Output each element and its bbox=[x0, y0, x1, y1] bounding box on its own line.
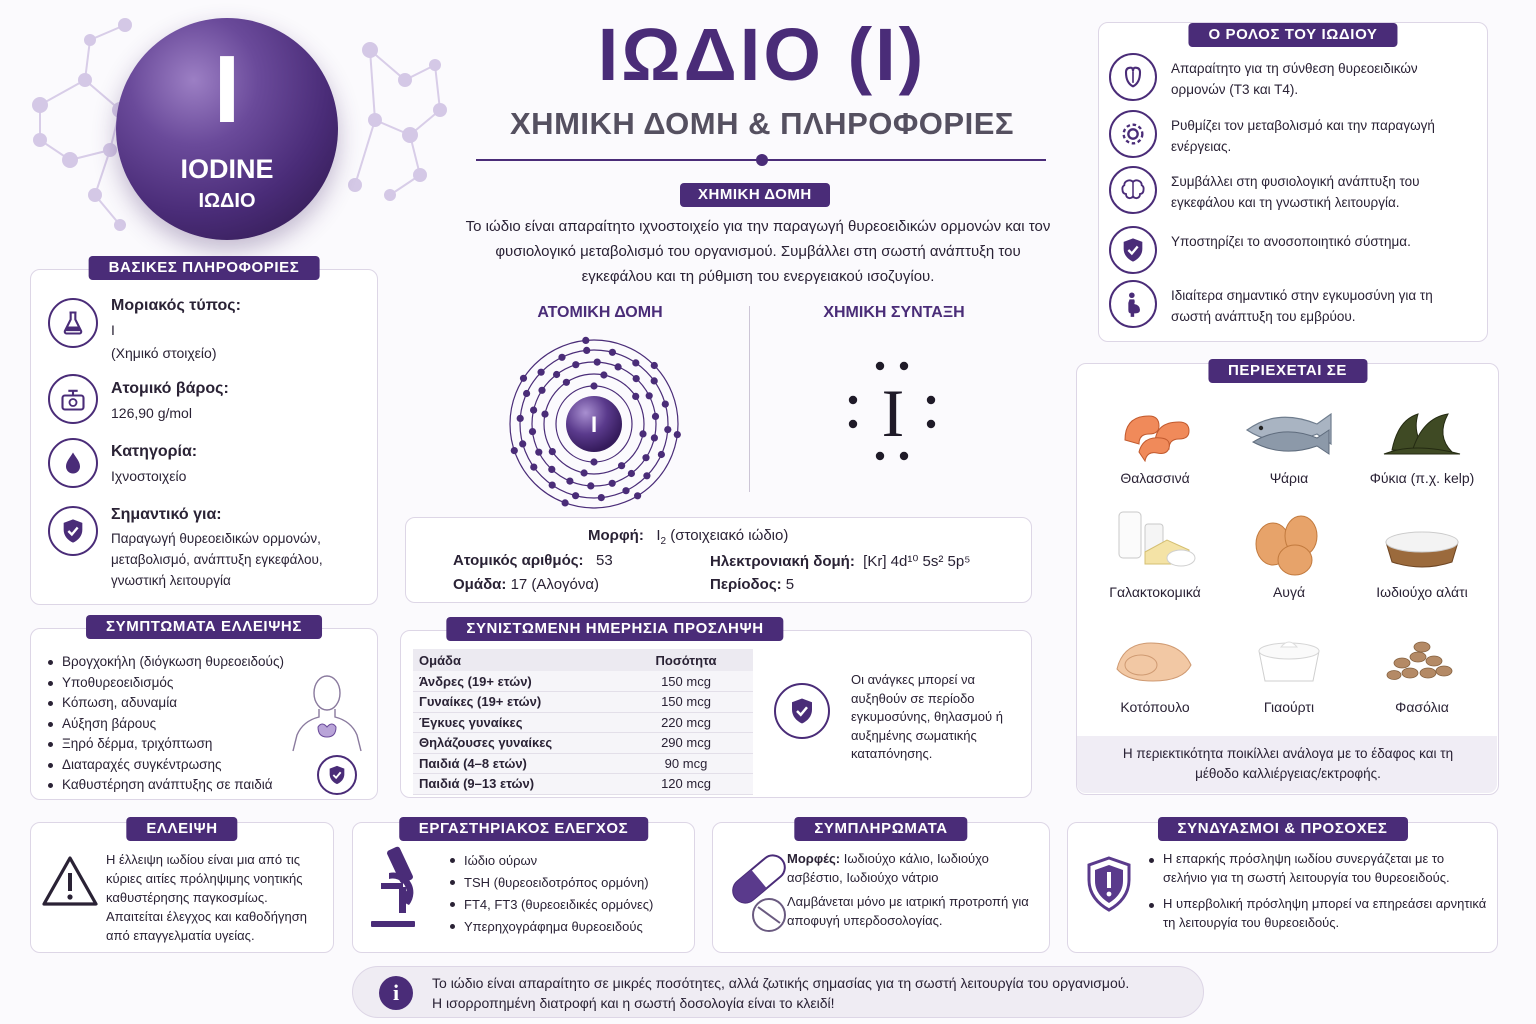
electron bbox=[590, 382, 597, 389]
shield-check-icon bbox=[774, 683, 830, 739]
role-item-text: Ιδιαίτερα σημαντικό στην εγκυμοσύνη για τη σωστή ανάπτυξη του εμβρύου. bbox=[1171, 288, 1433, 324]
electron bbox=[541, 411, 548, 418]
electron bbox=[519, 440, 526, 447]
chicken-icon bbox=[1090, 619, 1220, 691]
food-name: Γιαούρτι bbox=[1263, 699, 1315, 715]
food-item bbox=[1090, 390, 1220, 486]
table-cell: Παιδιά (4–8 ετών) bbox=[413, 753, 619, 774]
drop-icon bbox=[48, 438, 98, 488]
food-name: Κοτόπουλο bbox=[1120, 699, 1190, 715]
microscope-icon bbox=[363, 843, 423, 935]
pregnant-icon bbox=[1109, 280, 1157, 328]
title-divider-dot bbox=[756, 154, 768, 166]
role-panel bbox=[1098, 22, 1488, 342]
electron bbox=[538, 387, 545, 394]
list-item: Ξηρό δέρμα, τριχόπτωση bbox=[47, 734, 337, 755]
period-value: 5 bbox=[785, 576, 795, 593]
flask-icon bbox=[48, 298, 98, 348]
electron bbox=[651, 362, 658, 369]
list-item: Υπερηχογράφημα θυρεοειδούς bbox=[449, 916, 653, 938]
supplements-forms-label: Μορφές: bbox=[787, 851, 841, 866]
salt-icon bbox=[1357, 504, 1487, 576]
role-title: Ο ΡΟΛΟΣ ΤΟΥ ΙΩΔΙΟΥ bbox=[1188, 23, 1397, 47]
table-cell: Γυναίκες (19+ ετών) bbox=[413, 692, 619, 713]
info-value-formula-note: (Χημικό στοιχείο) bbox=[111, 345, 217, 361]
table-row bbox=[413, 671, 753, 692]
role-item-text: Συμβάλλει στη φυσιολογική ανάπτυξη του εγκεφάλου και τη γνωστική λειτουργία. bbox=[1171, 174, 1420, 210]
atom-nucleus-symbol: I bbox=[590, 412, 598, 437]
table-cell: 120 mcg bbox=[619, 774, 753, 795]
list-item: Βρογχοκήλη (διόγκωση θυρεοειδούς) bbox=[47, 652, 337, 673]
deficiency-panel bbox=[30, 822, 334, 953]
basic-info-panel bbox=[30, 259, 378, 605]
info-icon: i bbox=[379, 976, 413, 1010]
table-row bbox=[413, 774, 753, 795]
food-item bbox=[1224, 504, 1354, 600]
seaweed-icon bbox=[1357, 390, 1487, 462]
electron bbox=[581, 469, 588, 476]
supplements-forms bbox=[787, 850, 1045, 887]
supplements-panel bbox=[712, 822, 1050, 953]
electron bbox=[598, 494, 605, 501]
electron bbox=[566, 478, 573, 485]
food-item bbox=[1357, 390, 1487, 486]
thyroid-icon bbox=[1109, 53, 1157, 101]
brain-icon bbox=[1109, 166, 1157, 214]
atomic-number-value: 53 bbox=[596, 552, 613, 569]
electron bbox=[587, 482, 594, 489]
formula-heading: ΧΗΜΙΚΗ ΣΥΝΤΑΞΗ bbox=[823, 304, 965, 321]
table-row bbox=[413, 692, 753, 713]
electron bbox=[632, 359, 639, 366]
shield-alert-icon bbox=[1084, 855, 1134, 915]
electron bbox=[535, 449, 542, 456]
info-label-formula: Μοριακός τύπος: bbox=[111, 297, 241, 314]
shield-icon bbox=[317, 755, 357, 795]
food-item bbox=[1357, 619, 1487, 715]
combos-panel bbox=[1067, 822, 1498, 953]
shield-check-icon bbox=[1109, 226, 1157, 274]
electron bbox=[523, 390, 530, 397]
electron bbox=[549, 482, 556, 489]
chemical-structure-intro: Το ιώδιο είναι απαραίτητο ιχνοστοιχείο για την παραγωγή θυρεοειδικών ορμονών και τον φυσιολογικό μεταβολισμό του οργανισμού. Συμβάλλει στη σωστή ανάπτυξη του εγκεφάλου και τη ρύθμιση του ενεργειακού ισοζυγίου. bbox=[465, 218, 1051, 285]
intake-title: ΣΥΝΙΣΤΩΜΕΝΗ ΗΜΕΡΗΣΙΑ ΠΡΟΣΛΗΨΗ bbox=[446, 617, 783, 641]
table-cell: 150 mcg bbox=[619, 671, 753, 692]
page-title: ΙΩΔΙΟ (Ι) bbox=[597, 13, 927, 96]
electron bbox=[553, 371, 560, 378]
scale-icon bbox=[48, 374, 98, 424]
lewis-structure bbox=[838, 352, 948, 472]
structure-divider bbox=[749, 306, 750, 492]
properties-box bbox=[405, 517, 1032, 603]
list-item: Διαταραχές συγκέντρωσης bbox=[47, 755, 337, 776]
table-cell: Θηλάζουσες γυναίκες bbox=[413, 733, 619, 754]
info-value-formula: I bbox=[111, 322, 115, 338]
electron bbox=[622, 487, 629, 494]
electron bbox=[520, 375, 527, 382]
info-label-category: Κατηγορία: bbox=[111, 443, 198, 460]
food-name: Ιωδιούχο αλάτι bbox=[1376, 584, 1468, 600]
electron bbox=[563, 379, 570, 386]
sphere-symbol: I bbox=[213, 36, 241, 143]
beans-icon bbox=[1357, 619, 1487, 691]
electron bbox=[572, 361, 579, 368]
combos-title: ΣΥΝΔΥΑΣΜΟΙ & ΠΡΟΣΟΧΕΣ bbox=[1157, 817, 1407, 841]
electron bbox=[639, 430, 646, 437]
list-item: Υποθυρεοειδισμός bbox=[47, 673, 337, 694]
food-name: Ψάρια bbox=[1269, 470, 1309, 486]
electron bbox=[590, 458, 597, 465]
table-cell: Έγκυες γυναίκες bbox=[413, 712, 619, 733]
foods-note: Η περιεκτικότητα ποικίλλει ανάλογα με το έδαφος και τη μέθοδο καλλιέργειας/εκτροφής. bbox=[1122, 746, 1454, 781]
electron bbox=[664, 426, 671, 433]
list-item: Αύξηση βάρους bbox=[47, 714, 337, 735]
supplements-note: Λαμβάνεται μόνο με ιατρική προτροπή για αποφυγή υπερδοσολογίας. bbox=[787, 894, 1029, 928]
food-name: Φύκια (π.χ. kelp) bbox=[1369, 470, 1475, 486]
electron bbox=[582, 337, 589, 344]
intake-panel bbox=[400, 620, 1032, 798]
page-subtitle: ΧΗΜΙΚΗ ΔΟΜΗ & ΠΛΗΡΟΦΟΡΙΕΣ bbox=[510, 106, 1014, 141]
food-item bbox=[1357, 504, 1487, 600]
food-name: Γαλακτοκομικά bbox=[1109, 584, 1201, 600]
yogurt-icon bbox=[1224, 619, 1354, 691]
human-thyroid-icon bbox=[285, 671, 365, 753]
electron bbox=[583, 347, 590, 354]
table-row bbox=[413, 733, 753, 754]
electron bbox=[643, 472, 650, 479]
food-item bbox=[1090, 504, 1220, 600]
electron bbox=[549, 448, 556, 455]
table-cell: 220 mcg bbox=[619, 712, 753, 733]
role-item-text: Ρυθμίζει τον μεταβολισμό και την παραγωγή ενέργειας. bbox=[1171, 118, 1435, 154]
period-label: Περίοδος: bbox=[710, 576, 782, 593]
list-item: FT4, FT3 (θυρεοειδικές ορμόνες) bbox=[449, 894, 653, 916]
food-item bbox=[1090, 619, 1220, 715]
intake-note: Οι ανάγκες μπορεί να αυξηθούν σε περίοδο εγκυμοσύνης, θηλασμού ή αυξημένης σωματικής καταπόνησης. bbox=[851, 672, 1003, 761]
role-item-text: Υποστηρίζει το ανοσοποιητικό σύστημα. bbox=[1171, 234, 1411, 249]
list-item: Κόπωση, αδυναμία bbox=[47, 693, 337, 714]
food-name: Φασόλια bbox=[1395, 699, 1449, 715]
supplements-title: ΣΥΜΠΛΗΡΩΜΑΤΑ bbox=[794, 817, 967, 841]
electron bbox=[609, 480, 616, 487]
electron bbox=[652, 413, 659, 420]
role-item-text: Απαραίτητο για τη σύνθεση θυρεοειδικών ορμονών (Τ3 και Τ4). bbox=[1171, 61, 1418, 97]
gear-icon bbox=[1109, 110, 1157, 158]
table-cell: 150 mcg bbox=[619, 692, 753, 713]
list-item: Καθυστέρηση ανάπτυξης σε παιδιά bbox=[47, 775, 337, 796]
electron bbox=[651, 377, 658, 384]
list-item: Ιώδιο ούρων bbox=[449, 850, 653, 872]
electron bbox=[618, 462, 625, 469]
food-name: Αυγά bbox=[1272, 584, 1306, 600]
food-item bbox=[1224, 390, 1354, 486]
config-label: Ηλεκτρονιακή δομή: bbox=[710, 553, 855, 570]
intake-table bbox=[413, 649, 753, 795]
deficiency-text: Η έλλειψη ιωδίου είναι μια από τις κύριες αιτίες πρόληψιμης νοητικής καθυστέρησης παγκοσμίως. Απαιτείται έλεγχος και καθοδήγηση από επαγγελματία υγείας. bbox=[106, 852, 307, 943]
electron bbox=[615, 363, 622, 370]
lab-list bbox=[449, 850, 653, 938]
lab-panel bbox=[352, 822, 695, 953]
lewis-symbol: I bbox=[881, 375, 905, 451]
electron bbox=[651, 434, 658, 441]
electron bbox=[548, 466, 555, 473]
sphere-name-el: ΙΩΔΙΟ bbox=[198, 190, 256, 212]
info-label-important: Σημαντικό για: bbox=[111, 506, 222, 523]
table-row bbox=[413, 753, 753, 774]
supplements-forms-value: Ιωδιούχο κάλιο, Ιωδιούχο ασβέστιο, Ιωδιούχο νάτριο bbox=[787, 851, 989, 885]
electron bbox=[529, 428, 536, 435]
list-item: Η υπερβολική πρόσληψη μπορεί να επηρεάσει αρνητικά τη λειτουργία του θυρεοειδούς. bbox=[1148, 895, 1488, 932]
electron bbox=[633, 375, 640, 382]
eggs-icon bbox=[1224, 504, 1354, 576]
electron bbox=[609, 349, 616, 356]
symptoms-title: ΣΥΜΠΤΩΜΑΤΑ ΕΛΛΕΙΨΗΣ bbox=[86, 615, 322, 639]
fish-icon bbox=[1224, 390, 1354, 462]
atom-diagram bbox=[506, 336, 682, 512]
electron bbox=[572, 492, 579, 499]
electron bbox=[511, 447, 518, 454]
config-value: [Kr] 4d¹⁰ 5s² 5p⁵ bbox=[863, 553, 971, 570]
electron bbox=[538, 369, 545, 376]
electron bbox=[662, 401, 669, 408]
electron bbox=[600, 371, 607, 378]
table-header-row bbox=[413, 649, 753, 671]
electron bbox=[558, 354, 565, 361]
shrimp-icon bbox=[1090, 390, 1220, 462]
electron bbox=[634, 492, 641, 499]
dairy-icon bbox=[1090, 504, 1220, 576]
electron bbox=[594, 359, 601, 366]
sphere-name-en: IODINE bbox=[180, 154, 274, 184]
footer-line-2: Η ισορροπημένη διατροφή και η σωστή δοσολογία είναι το κλειδί! bbox=[432, 995, 835, 1011]
group-value: 17 (Αλογόνα) bbox=[510, 576, 600, 593]
foods-title: ΠΕΡΙΕΧΕΤΑΙ ΣΕ bbox=[1208, 359, 1367, 383]
footer-line-1: Το ιώδιο είναι απαραίτητο σε μικρές ποσότητες, αλλά ζωτικής σημασίας για τη σωστή λειτουργία του οργανισμού. bbox=[432, 975, 1130, 991]
deficiency-title: ΕΛΛΕΙΨΗ bbox=[126, 817, 237, 841]
info-value-category: Ιχνοστοιχείο bbox=[111, 468, 187, 484]
electron bbox=[562, 499, 569, 506]
table-cell: 90 mcg bbox=[619, 753, 753, 774]
table-cell: 290 mcg bbox=[619, 733, 753, 754]
chemical-structure-heading: ΧΗΜΙΚΗ ΔΟΜΗ bbox=[680, 183, 830, 207]
iodine-sphere bbox=[116, 18, 338, 240]
food-name: Θαλασσινά bbox=[1120, 470, 1190, 486]
lab-title: ΕΡΓΑΣΤΗΡΙΑΚΟΣ ΕΛΕΓΧΟΣ bbox=[399, 817, 649, 841]
symptoms-panel bbox=[30, 618, 378, 800]
table-cell: Παιδιά (9–13 ετών) bbox=[413, 774, 619, 795]
form-label: Μορφή: bbox=[588, 527, 644, 544]
foods-panel bbox=[1076, 363, 1499, 795]
electron bbox=[517, 415, 524, 422]
electron bbox=[642, 454, 649, 461]
table-cell: Άνδρες (19+ ετών) bbox=[413, 671, 619, 692]
list-item: Η επαρκής πρόσληψη ιωδίου συνεργάζεται με το σελήνιο για τη σωστή λειτουργία του θυρεοειδούς. bbox=[1148, 850, 1488, 887]
atomic-number-label: Ατομικός αριθμός: bbox=[453, 552, 584, 569]
electron bbox=[628, 470, 635, 477]
electron bbox=[530, 407, 537, 414]
warning-icon bbox=[41, 855, 99, 907]
electron bbox=[674, 431, 681, 438]
electron bbox=[646, 392, 653, 399]
info-label-weight: Ατομικό βάρος: bbox=[111, 380, 229, 397]
footer-banner bbox=[352, 966, 1204, 1018]
pills-icon bbox=[723, 845, 797, 939]
atomic-structure-heading: ΑΤΟΜΙΚΗ ΔΟΜΗ bbox=[537, 304, 663, 321]
group-label: Ομάδα: bbox=[453, 576, 507, 593]
form-value: $I_2$ (στοιχειακό ιώδιο) bbox=[656, 527, 789, 547]
electron bbox=[658, 451, 665, 458]
list-item: TSH (θυρεοειδοτρόπος ορμόνη) bbox=[449, 872, 653, 894]
food-item bbox=[1224, 619, 1354, 715]
shield-check-icon bbox=[48, 506, 98, 556]
table-row bbox=[413, 712, 753, 733]
electron bbox=[530, 464, 537, 471]
col-amount-header: Ποσότητα bbox=[619, 649, 753, 671]
col-group-header: Ομάδα bbox=[413, 649, 619, 671]
electron bbox=[632, 393, 639, 400]
basic-info-title: ΒΑΣΙΚΕΣ ΠΛΗΡΟΦΟΡΙΕΣ bbox=[89, 256, 320, 280]
info-value-weight: 126,90 g/mol bbox=[111, 405, 192, 421]
info-value-important: Παραγωγή θυρεοειδικών ορμονών, μεταβολισμό, ανάπτυξη εγκεφάλου, γνωστική λειτουργία bbox=[111, 531, 323, 588]
combos-list bbox=[1148, 850, 1488, 932]
